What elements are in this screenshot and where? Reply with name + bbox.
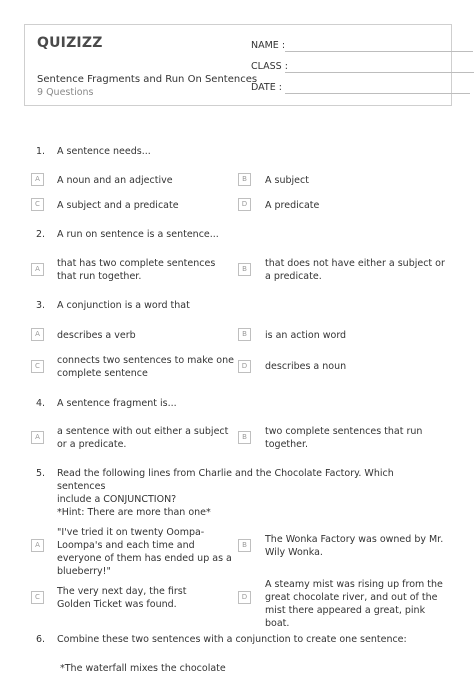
name-label: NAME :	[251, 40, 286, 51]
option-letter[interactable]: A	[31, 328, 44, 341]
option-text: is an action word	[265, 330, 347, 341]
option-text: "I've tried it on twenty Oompa-Loompa's and each time and everyone of them has ended up as a blueberry!"	[57, 527, 232, 577]
question-text: Combine these two sentences with a conjunction to create one sentence:	[57, 634, 407, 645]
option-text: A subject and a predicate	[57, 200, 179, 211]
question-number: 1.	[36, 146, 46, 157]
option-text: A steamy mist was rising up from the great chocolate river, and out of the mist there appeared a great, pink boat.	[265, 579, 443, 629]
option-letter[interactable]: B	[238, 328, 251, 341]
date-label: DATE :	[251, 82, 282, 93]
date-field[interactable]	[251, 82, 282, 93]
worksheet-title: Sentence Fragments and Run On Sentences	[37, 74, 258, 85]
question-number: 2.	[36, 229, 46, 240]
option-letter[interactable]: B	[238, 173, 251, 186]
option-text: connects two sentences to make one complete sentence	[57, 355, 234, 379]
option-text: describes a verb	[57, 330, 136, 341]
worksheet-header	[24, 24, 452, 106]
option-text: that does not have either a subject or a predicate.	[265, 258, 445, 282]
option-text: The very next day, the first Golden Ticket was found.	[57, 586, 187, 610]
question-prompt: *The waterfall mixes the chocolate	[60, 663, 226, 674]
option-letter[interactable]: C	[31, 591, 44, 604]
question-text	[57, 467, 437, 519]
quizizz-logo: QUIZIZZ	[37, 35, 103, 51]
question-text: A conjunction is a word that	[57, 300, 190, 311]
option-letter[interactable]: D	[238, 198, 251, 211]
option-text: that has two complete sentences that run together.	[57, 258, 216, 282]
option-letter[interactable]: A	[31, 431, 44, 444]
name-field[interactable]	[251, 40, 285, 51]
option-text: two complete sentences that run together.	[265, 426, 423, 450]
option-letter[interactable]: B	[238, 539, 251, 552]
question-number: 6.	[36, 634, 46, 645]
option-letter[interactable]: B	[238, 431, 251, 444]
option-text: A predicate	[265, 200, 320, 211]
class-field[interactable]	[251, 61, 288, 72]
option-text: describes a noun	[265, 361, 347, 372]
question-text: A sentence fragment is...	[57, 398, 177, 409]
date-line	[285, 93, 470, 94]
option-letter[interactable]: D	[238, 591, 251, 604]
option-letter[interactable]: A	[31, 173, 44, 186]
option-letter[interactable]: A	[31, 539, 44, 552]
option-text: A noun and an adjective	[57, 175, 173, 186]
option-letter[interactable]: B	[238, 263, 251, 276]
question-hint: *Hint: There are more than one*	[57, 507, 211, 518]
option-text: A subject	[265, 175, 309, 186]
option-letter[interactable]: A	[31, 263, 44, 276]
class-line	[285, 72, 474, 73]
question-number: 5.	[36, 468, 46, 479]
question-text: A run on sentence is a sentence...	[57, 229, 219, 240]
question-number: 4.	[36, 398, 46, 409]
option-letter[interactable]: D	[238, 360, 251, 373]
question-text-line: Read the following lines from Charlie and the Chocolate Factory. Which sentences	[57, 468, 394, 492]
question-text-line: include a CONJUNCTION?	[57, 494, 177, 505]
option-letter[interactable]: C	[31, 198, 44, 211]
question-text: A sentence needs...	[57, 146, 151, 157]
option-text: a sentence with out either a subject or a predicate.	[57, 426, 229, 450]
class-label: CLASS :	[251, 61, 288, 72]
name-line	[285, 51, 473, 52]
question-count: 9 Questions	[37, 87, 94, 98]
option-letter[interactable]: C	[31, 360, 44, 373]
question-number: 3.	[36, 300, 46, 311]
option-text: The Wonka Factory was owned by Mr. Wily Wonka.	[265, 534, 444, 558]
